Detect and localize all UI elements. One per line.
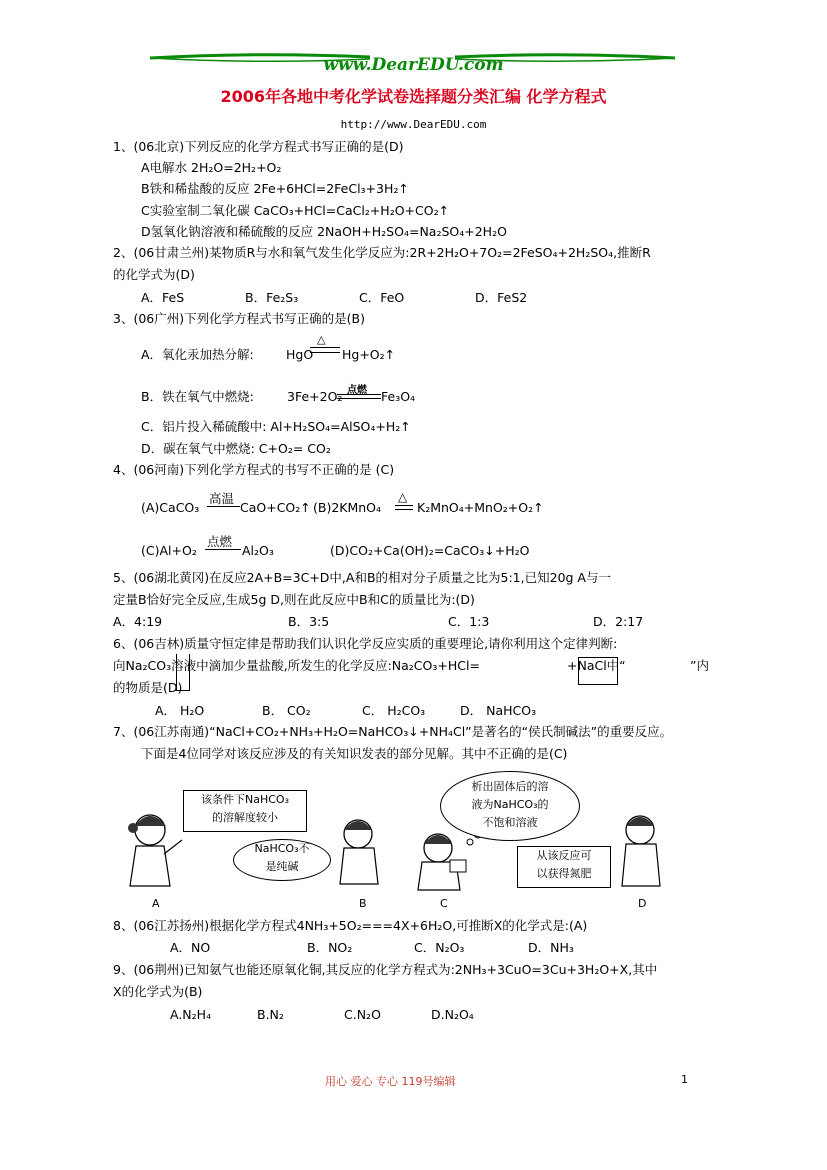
q9-option-a: A.N₂H₄ (170, 1007, 212, 1022)
q4-option-d: (D)CO₂+Ca(OH)₂=CaCO₃↓+H₂O (330, 543, 530, 558)
q2-option-a: A．FeS (141, 290, 185, 305)
label-d: D (638, 897, 647, 910)
q2-option-d: D．FeS2 (475, 290, 528, 305)
q4-option-a-label: (A)CaCO₃ (141, 500, 200, 515)
q5-option-d: D．2:17 (593, 614, 644, 629)
site-logo: www.DearEDU.com (323, 55, 504, 75)
q5-stem-line1: 5、(06湖北黄冈)在反应2A+B=3C+D中,A和B的相对分子质量之比为5:1,已知20g A与一 (113, 570, 611, 585)
bubble-c (440, 771, 580, 841)
student-b-figure (340, 820, 378, 884)
q9-stem-line2: X的化学式为(B) (113, 984, 203, 999)
q6-option-c: C． H₂CO₃ (362, 703, 426, 718)
q3-option-b-right: Fe₃O₄ (381, 389, 416, 404)
q8-option-d: D．NH₃ (528, 940, 574, 955)
q5-option-c: C．1:3 (448, 614, 490, 629)
q8-option-a: A．NO (170, 940, 211, 955)
student-d-figure (622, 816, 660, 886)
q6-option-b: B． CO₂ (262, 703, 311, 718)
site-url[interactable]: http://www.DearEDU.com (340, 118, 487, 131)
q9-stem-line1: 9、(06荆州)已知氨气也能还原氧化铜,其反应的化学方程式为:2NH₃+3CuO=3Cu+3H₂O+X,其中 (113, 962, 658, 977)
bubble-d (517, 846, 611, 888)
q9-option-d: D.N₂O₄ (431, 1007, 474, 1022)
q6-stem-line3: 的物质是(D) (113, 680, 183, 695)
q9-option-c: C.N₂O (344, 1007, 381, 1022)
q8-option-c: C．N₂O₃ (414, 940, 465, 955)
q6-option-a: A． H₂O (155, 703, 205, 718)
q5-option-b: B．3:5 (288, 614, 330, 629)
q4-option-c-equal (205, 549, 241, 550)
q3-stem: 3、(06广州)下列化学方程式书写正确的是(B) (113, 311, 365, 326)
bubble-d-line1: 从该反应可 (536, 849, 592, 862)
q3-option-d: D．碳在氧气中燃烧: C+O₂= CO₂ (141, 441, 331, 456)
student-c-figure (418, 834, 466, 890)
q4-option-a-right: CaO+CO₂↑ (240, 500, 311, 515)
q3-option-b-condition: 点燃 (347, 385, 367, 396)
bubble-b (233, 839, 331, 881)
page-number: 1 (681, 1073, 688, 1086)
page-title: 2006年各地中考化学试卷选择题分类汇编 化学方程式 (220, 87, 607, 106)
q2-stem-line1: 2、(06甘肃兰州)某物质R与水和氧气发生化学反应为:2R+2H₂O+7O₂=2FeSO₄+2H₂SO₄,推断R (113, 245, 651, 260)
bubble-c-line1: 析出固体后的溶 (471, 780, 549, 793)
q4-option-a-equal (207, 506, 240, 507)
q6-stem-line1: 6、(06吉林)质量守恒定律是帮助我们认识化学反应实质的重要理论,请你利用这个定律判断: (113, 636, 618, 651)
bubble-b-line2: 是纯碱 (265, 860, 299, 873)
q6-stem-line2a: 向Na₂CO₃溶液中滴加少量盐酸,所发生的化学反应:Na₂CO₃+HCl= (113, 658, 480, 673)
bubble-d-line2: 以获得氮肥 (536, 867, 592, 880)
q3-option-b-equal (337, 394, 381, 399)
q2-option-b: B．Fe₂S₃ (245, 290, 299, 305)
q1-option-c: C实验室制二氧化碳 CaCO₃+HCl=CaCl₂+H₂O+CO₂↑ (141, 203, 450, 218)
q2-option-c: C．FeO (359, 290, 405, 305)
label-c: C (440, 897, 448, 910)
q5-option-a: A．4:19 (113, 614, 163, 629)
q6-stem-line2c: ”内 (690, 658, 709, 673)
q3-option-b-left: 3Fe+2O₂ (287, 389, 343, 404)
q4-option-b-equal (395, 505, 413, 510)
q6-option-d: D． NaHCO₃ (460, 703, 537, 718)
q4-option-c-label: (C)Al+O₂ (141, 543, 197, 558)
q8-option-b: B．NO₂ (307, 940, 353, 955)
q4-option-b-label: (B)2KMnO₄ (313, 500, 382, 515)
q4-stem: 4、(06河南)下列化学方程式的书写不正确的是 (C) (113, 462, 395, 477)
q1-option-d: D氢氧化钠溶液和稀硫酸的反应 2NaOH+H₂SO₄=Na₂SO₄+2H₂O (141, 224, 507, 239)
q4-option-b-right: K₂MnO₄+MnO₂+O₂↑ (417, 500, 544, 515)
q3-option-c: C．铝片投入稀硫酸中: Al+H₂SO₄=AlSO₄+H₂↑ (141, 419, 411, 434)
q5-stem-line2: 定量B恰好完全反应,生成5g D,则在此反应中B和C的质量比为:(D) (113, 592, 475, 607)
page-footer: 用心 爱心 专心 119号编辑 (325, 1075, 456, 1088)
bubble-a-line2: 的溶解度较小 (212, 811, 278, 824)
bubble-c-line3: 不饱和溶液 (482, 816, 538, 829)
q1-option-a: A电解水 2H₂O=2H₂+O₂ (141, 160, 282, 175)
bubble-a-line1: 该条件下NaHCO₃ (201, 793, 289, 806)
q3-option-a-label: A．氧化汞加热分解: (141, 347, 254, 362)
q1-option-b: B铁和稀盐酸的反应 2Fe+6HCl=2FeCl₃+3H₂↑ (141, 181, 409, 196)
q7-stem-line2: 下面是4位同学对该反应涉及的有关知识发表的部分见解。其中不正确的是(C) (141, 746, 568, 761)
label-a: A (152, 897, 160, 910)
bubble-a (183, 790, 307, 832)
student-a-figure (128, 815, 182, 886)
q1-stem: 1、(06北京)下列反应的化学方程式书写正确的是(D) (113, 139, 404, 154)
q4-option-c-right: Al₂O₃ (242, 543, 274, 558)
q3-option-a-condition: △ (317, 333, 326, 346)
q2-stem-line2: 的化学式为(D) (113, 267, 195, 282)
q4-option-a-condition: 高温 (209, 491, 235, 506)
label-b: B (359, 897, 367, 910)
q3-option-a-equal (310, 347, 340, 353)
q9-option-b: B.N₂ (257, 1007, 284, 1022)
q6-stem-line2b: +NaCl中“ (567, 658, 626, 673)
q3-option-b-label: B．铁在氧气中燃烧: (141, 389, 254, 404)
q3-option-a-right: Hg+O₂↑ (342, 347, 396, 362)
q4-option-c-condition: 点燃 (207, 534, 233, 549)
q7-stem-line1: 7、(06江苏南通)“NaCl+CO₂+NH₃+H₂O=NaHCO₃↓+NH₄Cl”是著名的“侯氏制碱法”的重要反应。 (113, 724, 673, 739)
q8-stem: 8、(06江苏扬州)根据化学方程式4NH₃+5O₂===4X+6H₂O,可推断X的化学式是:(A) (113, 918, 588, 933)
bubble-c-line2: 液为NaHCO₃的 (471, 798, 549, 811)
q3-option-a-left: HgO (286, 347, 314, 362)
bubble-b-line1: NaHCO₃不 (254, 842, 310, 855)
q4-option-b-condition: △ (398, 490, 408, 504)
